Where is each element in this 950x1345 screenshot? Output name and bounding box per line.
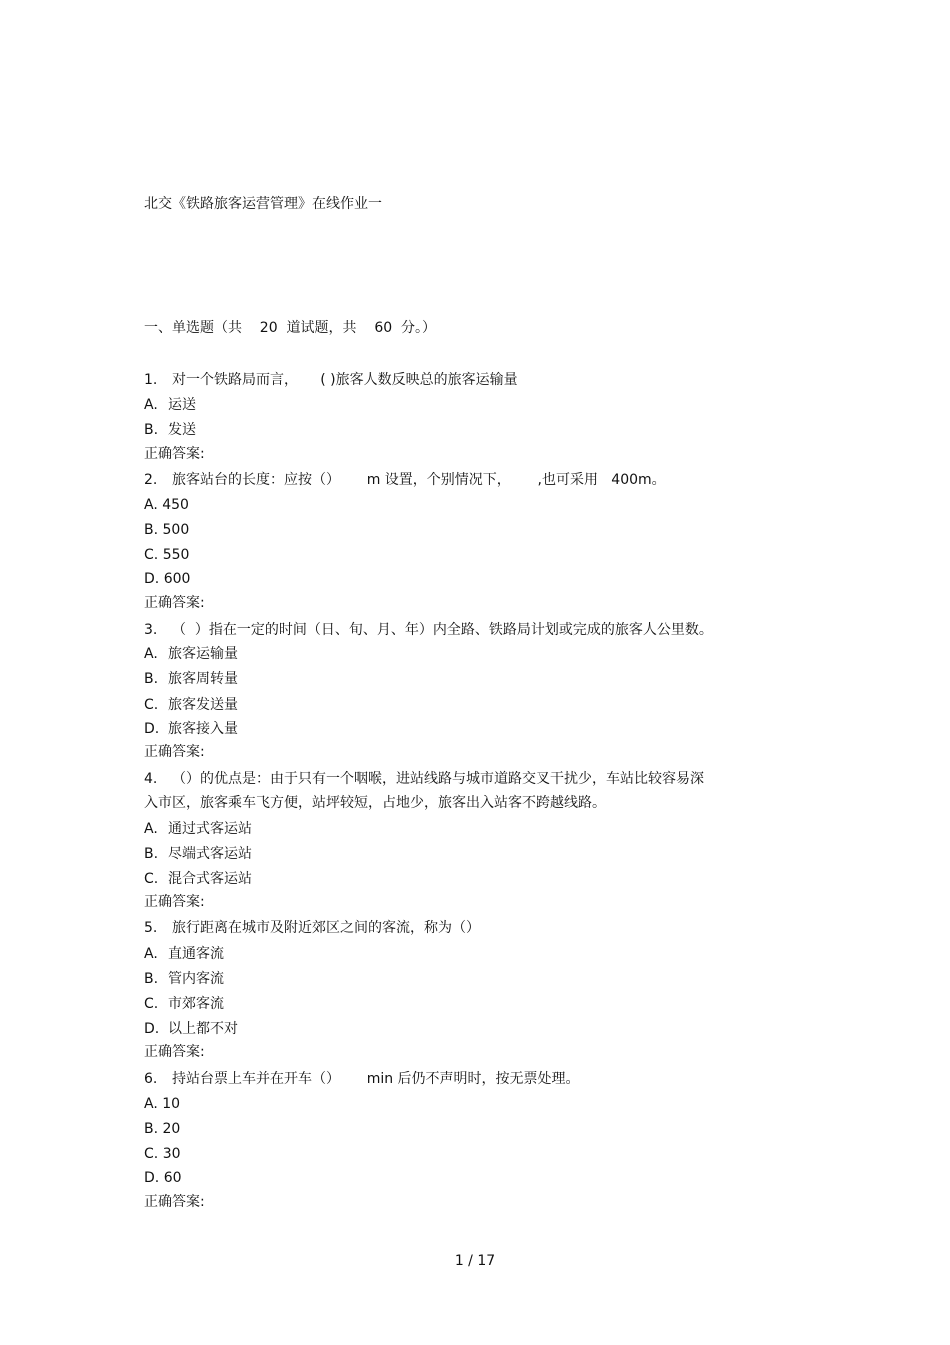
option-b [144,1120,180,1138]
option-letter: D. [144,1021,160,1037]
option-text: 500 [162,522,190,538]
option-letter: A. [144,946,158,962]
option-a [144,820,252,838]
option-c [144,696,238,714]
option-text: 550 [162,547,190,563]
option-letter: C. [144,697,159,713]
option-letter: A. [144,821,158,837]
option-letter: D. [144,1170,160,1186]
option-text: 市郊客流 [168,996,224,1012]
option-letter: A. [144,1096,158,1112]
option-c [144,546,189,564]
option-text: 旅客周转量 [168,671,238,687]
option-b [144,845,252,863]
answer-label: 正确答案: [144,446,205,462]
option-text: 10 [162,1096,181,1112]
option-letter: B. [144,971,159,987]
question-number: 1. [144,372,158,388]
question-stem [144,471,666,489]
document-title: 北交《铁路旅客运营管理》在线作业一 [144,196,382,212]
option-text: 管内客流 [168,971,224,987]
option-letter: D. [144,571,160,587]
question-stem [144,1070,580,1088]
option-letter: B. [144,422,159,438]
option-a [144,496,189,514]
option-text: 尽端式客运站 [168,846,252,862]
option-letter: B. [144,671,159,687]
question-stem [144,621,713,639]
option-b [144,521,189,539]
option-d [144,570,190,588]
option-text: 450 [162,497,189,513]
option-c [144,995,224,1013]
option-c [144,1145,181,1163]
option-letter: C. [144,1146,159,1162]
answer-label: 正确答案: [144,595,205,611]
question-number: 3. [144,622,158,638]
question-text: 旅行距离在城市及附近郊区之间的客流，称为（） [172,920,480,936]
option-letter: A. [144,497,158,513]
question-number: 4. [144,771,158,787]
answer-label: 正确答案: [144,1044,205,1060]
option-letter: A. [144,397,158,413]
page-number: 1 / 17 [454,1253,496,1269]
answer-label: 正确答案: [144,744,205,760]
option-a [144,396,196,414]
option-text: 旅客运输量 [168,646,238,662]
option-text: 通过式客运站 [168,821,252,837]
section-header: 一、单选题（共 20 道试题，共 60 分。） [144,320,437,336]
option-letter: B. [144,846,159,862]
answer-label: 正确答案: [144,894,205,910]
option-text: 600 [163,571,191,587]
option-c [144,870,252,888]
option-text: 运送 [168,397,196,413]
question-stem [144,919,480,937]
question-number: 2. [144,472,158,488]
question-text: （ ）指在一定的时间（日、旬、月、年）内全路、铁路局计划或完成的旅客人公里数。 [172,622,713,638]
option-text: 旅客发送量 [168,697,238,713]
option-letter: A. [144,646,158,662]
option-letter: B. [144,522,159,538]
option-b [144,421,196,439]
question-stem [144,770,704,788]
option-letter: C. [144,871,159,887]
option-d [144,1169,182,1187]
option-text: 直通客流 [168,946,224,962]
option-text: 20 [162,1121,181,1137]
question-number: 6. [144,1071,158,1087]
option-text: 旅客接入量 [168,721,238,737]
question-stem [144,371,518,389]
option-letter: B. [144,1121,159,1137]
question-stem-continued: 入市区，旅客乘车飞方便，站坪较短，占地少，旅客出入站客不跨越线路。 [144,795,606,811]
option-b [144,970,224,988]
option-a [144,645,238,663]
option-text: 以上都不对 [168,1021,238,1037]
question-text: 对一个铁路局而言， ( )旅客人数反映总的旅客运输量 [172,372,518,388]
option-text: 发送 [168,422,196,438]
option-letter: D. [144,721,160,737]
option-d [144,720,238,738]
option-a [144,1095,180,1113]
option-letter: C. [144,547,159,563]
question-number: 5. [144,920,158,936]
option-d [144,1020,238,1038]
option-text: 30 [162,1146,181,1162]
option-a [144,945,224,963]
option-b [144,670,238,688]
option-text: 60 [163,1170,182,1186]
option-text: 混合式客运站 [168,871,252,887]
answer-label: 正确答案: [144,1194,205,1210]
question-text: 持站台票上车并在开车（） min 后仍不声明时，按无票处理。 [172,1071,580,1087]
question-text: 旅客站台的长度：应按（） m 设置，个别情况下， ,也可采用 400m。 [172,472,666,488]
option-letter: C. [144,996,159,1012]
question-text: （）的优点是：由于只有一个咽喉，进站线路与城市道路交叉干扰少，车站比较容易深 [172,771,704,787]
